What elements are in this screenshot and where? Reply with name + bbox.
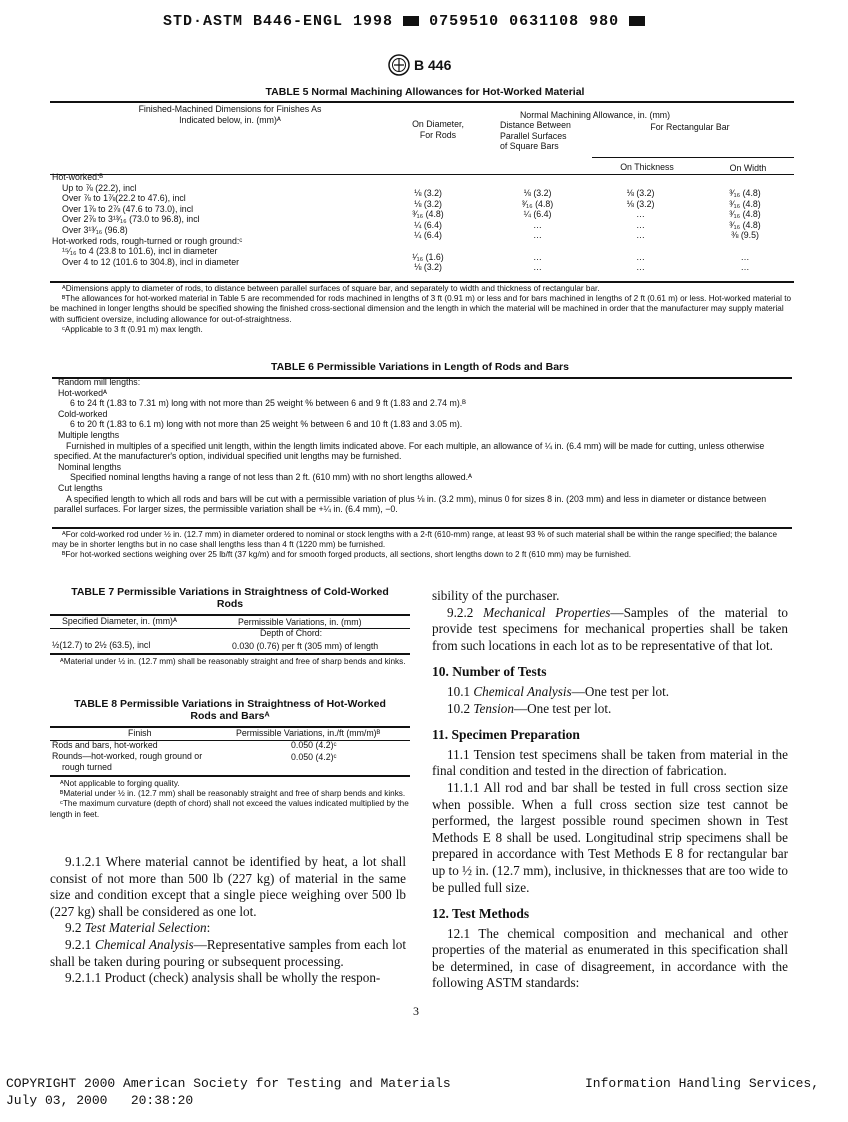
table7-title-line2: Rods xyxy=(216,598,244,610)
table5-cell-width: ³⁄₁₆ (4.8) xyxy=(729,219,761,230)
table5-footnote-b: ᴮThe allowances for hot-worked material in Table 5 are recommended for rods machined in lengths of 3 ft (0.91 m) or less and for bars machined in lengths of 2 ft (0.61 m) or less. Hot-worked material to be machined in longer lengths should be specified showing the finished cross-sectional dimension and the length in which the material will be machined in order that the manufacturer may supply material with sufficient oversize, including allowance for out-of-straightness. xyxy=(50,294,792,324)
table5-cell-diameter: ¹⁄₁₆ (1.6) xyxy=(412,251,444,262)
table5-col-distance xyxy=(500,120,571,152)
table5-col-diameter-line1: On Diameter, xyxy=(412,119,464,129)
table8-title-line2: Rods and Barsᴬ xyxy=(190,710,270,722)
table5-cell-distance xyxy=(505,241,570,252)
para-10-2-title: Tension xyxy=(473,700,514,716)
table5-diameter-col xyxy=(398,188,458,273)
table8-row1-variation: 0.050 (4.2)ᶜ xyxy=(291,740,337,750)
table5-footnote-c: ᶜApplicable to 3 ft (0.91 m) max length. xyxy=(62,324,203,334)
table5-cell-diameter: ⅛ (3.2) xyxy=(414,198,442,209)
table5-cell-thickness: ⅛ (3.2) xyxy=(626,188,655,198)
para-9-2-1-1: 9.2.1.1 Product (check) analysis shall be wholly the respon- xyxy=(65,970,381,986)
table8-footnote-b: ᴮMaterial under ½ in. (12.7 mm) shall be reasonably straight and free of sharp bends and kinks. xyxy=(60,789,406,799)
para-9-2-1-number: 9.2.1 xyxy=(65,936,92,952)
table5-cell-distance: ³⁄₁₆ (4.8) xyxy=(521,198,554,209)
para-10-1 xyxy=(432,684,788,701)
table5-col-group: Normal Machining Allowance, in. (mm) xyxy=(519,110,671,120)
para-9-2-2-text: —Samples of the material to provide test specimens for mechanical properties shall be taken from such locations in each lot as to be representative of that lot. xyxy=(432,604,789,653)
table5-cell-distance: … xyxy=(533,262,542,273)
table5-row-label: Hot-worked:ᴮ xyxy=(52,172,104,182)
table5-row-label: Over 1⅞ to 2⅞ (47.6 to 73.0), incl xyxy=(62,203,194,214)
table5-cell-width: ³⁄₁₆ (4.8) xyxy=(729,198,761,209)
table5-col-distance-line1: Distance Between xyxy=(500,120,571,130)
table5-row-label: Over ⅞ to 1⅞(22.2 to 47.6), incl xyxy=(62,193,186,204)
para-9-2-tail: : xyxy=(206,920,211,936)
table5-row-label: Over 3¹³⁄₁₆ (96.8) xyxy=(62,224,128,235)
table6-line: Nominal lengths xyxy=(58,461,122,472)
table5-distance-col xyxy=(505,188,570,273)
table7-col-diameter: Specified Diameter, in. (mm)ᴬ xyxy=(62,616,177,626)
table5-col-thickness: On Thickness xyxy=(620,162,674,172)
table5-row-label: Up to ⅞ (22.2), incl xyxy=(62,182,137,193)
table5-width-col xyxy=(715,188,775,273)
footer-copyright: COPYRIGHT 2000 American Society for Testing and Materials xyxy=(6,1076,451,1091)
table5-row-label: Over 4 to 12 (101.6 to 304.8), incl in diameter xyxy=(62,256,240,267)
table7-title-line1: TABLE 7 Permissible Variations in Straightness of Cold-Worked xyxy=(71,586,389,598)
para-9-2-1-title: Chemical Analysis xyxy=(95,936,194,952)
astm-logo-icon xyxy=(388,54,410,76)
code-3: 980 xyxy=(589,13,620,30)
table8-row2-finish-b: rough turned xyxy=(62,762,112,772)
para-continuation: sibility of the purchaser. xyxy=(432,588,560,603)
table6-footnote-b: ᴮFor hot-worked sections weighing over 25 lb/ft (37 kg/m) and for smooth forged products, all sections, short lengths down to 2 ft (610 mm) may be furnished. xyxy=(62,550,632,560)
para-9-2-2 xyxy=(432,605,788,655)
table5-cell-width: ³⁄₁₆ (4.8) xyxy=(729,188,761,198)
para-10-2-text: —One test per lot. xyxy=(513,700,612,716)
table6-line: A specified length to which all rods and bars will be cut with a permissible variation of plus ⅛ in. (3.2 mm), minus 0 for sizes 8 in. (203 mm) and less in diameter or distance between parallel surfaces. For larger sizes, the permissible variation shall be +¼ in. (6.4 mm), −0. xyxy=(54,493,767,515)
table6-line: Cold-worked xyxy=(58,408,108,419)
table5-row-label: ¹⁵⁄₁₆ to 4 (23.8 to 101.6), incl in diameter xyxy=(62,246,218,257)
table5-col-finish-line1: Finished-Machined Dimensions for Finishes As xyxy=(138,104,322,114)
separator-block xyxy=(629,16,645,26)
table5-col-distance-line3: of Square Bars xyxy=(500,141,559,152)
table5-row-label: Hot-worked rods, rough-turned or rough ground:ᶜ xyxy=(52,235,243,246)
table5-cell-distance: ¼ (6.4) xyxy=(523,209,552,220)
section-11-heading: 11. Specimen Preparation xyxy=(432,727,580,743)
table5-cell-thickness: … xyxy=(636,230,645,241)
para-10-1-number: 10.1 xyxy=(447,683,471,699)
table5-cell-width: … xyxy=(740,262,750,273)
para-9-2 xyxy=(50,920,406,937)
table6-line: Random mill lengths: xyxy=(58,377,141,387)
para-9-2-number: 9.2 xyxy=(65,920,82,936)
para-9-2-2-number: 9.2.2 xyxy=(447,604,474,620)
astm-designation xyxy=(388,54,451,76)
table5-col-diameter-line2: For Rods xyxy=(419,129,457,140)
code-2: 0631108 xyxy=(509,13,580,30)
para-9-2-2-title: Mechanical Properties xyxy=(483,604,611,620)
table5-cell-distance: … xyxy=(533,230,542,241)
table5-cell-thickness: … xyxy=(636,219,645,230)
para-9-2-1 xyxy=(50,937,406,970)
doc-id: STD·ASTM B446-ENGL 1998 xyxy=(163,13,394,30)
left-column-text xyxy=(50,854,406,987)
table8-footnotes xyxy=(50,779,410,820)
table8-title xyxy=(50,698,410,722)
table8-col-variation: Permissible Variations, in./ft (mm/m)ᴮ xyxy=(236,728,381,738)
table5-labels xyxy=(52,172,242,267)
table5-col-finish xyxy=(60,104,400,125)
table6-line: Specified nominal lengths having a range of not less than 2 ft. (610 mm) with no short lengths allowed.ᴬ xyxy=(70,472,473,483)
table7-title xyxy=(50,586,410,610)
para-11-1-1: 11.1.1 All rod and bar shall be tested in full cross section size when possible. When a full cross section size test cannot be performed, the largest possible round specimen shown in Test Methods E 8 shall be used. Longitudinal strip specimens shall be prepared in accordance with Test Methods E 8 for rectangular bar up to ½ in. (12.7 mm), inclusive, in thicknesses that are too wide to be pulled full size. xyxy=(432,779,788,895)
footer-ihs: Information Handling Services, xyxy=(585,1076,820,1091)
table5-cell-distance: … xyxy=(533,251,542,262)
table8-row1-finish: Rods and bars, hot-worked xyxy=(52,740,158,750)
table7-footnote-a: ᴬMaterial under ½ in. (12.7 mm) shall be reasonably straight and free of sharp bends and kinks. xyxy=(60,657,406,666)
table5-cell-thickness: … xyxy=(636,262,645,273)
para-9-1-2-1: 9.1.2.1 Where material cannot be identified by heat, a lot shall consist of not more than 500 lb (227 kg) of material in the same size and condition except that a single piece weighing over 500 lb (227 kg) shall be considered as one lot. xyxy=(50,854,406,919)
table6-line: Multiple lengths xyxy=(58,429,120,440)
table5-cell-thickness: … xyxy=(636,251,645,262)
table5-col-width: On Width xyxy=(729,163,767,173)
table5-cell-diameter: ¼ (6.4) xyxy=(414,219,442,230)
table8-col-finish: Finish xyxy=(128,728,152,738)
separator-block xyxy=(403,16,419,26)
table6-line: Furnished in multiples of a specified unit length, within the length limits indicated above. For each multiple, an allowance of ¼ in. (6.4 mm) will be made for cutting, unless otherwise specified. At the manufacturer's option, individual specified unit lengths may be furnished. xyxy=(54,440,765,462)
table5-cell-distance: ⅛ (3.2) xyxy=(523,188,552,198)
para-10-1-text: —One test per lot. xyxy=(571,683,670,699)
page-number: 3 xyxy=(413,1004,419,1018)
section-10-heading: 10. Number of Tests xyxy=(432,664,547,680)
table6-footnotes xyxy=(52,530,792,561)
table8-footnote-a: ᴬNot applicable to forging quality. xyxy=(60,779,180,788)
para-9-2-title: Test Material Selection xyxy=(84,920,207,936)
table6-body xyxy=(54,377,788,515)
table5-cell-thickness: ⅛ (3.2) xyxy=(626,198,655,209)
table5-cell-diameter: ³⁄₁₆ (4.8) xyxy=(412,209,444,220)
para-10-1-title: Chemical Analysis xyxy=(473,683,572,699)
table6-line: 6 to 20 ft (1.83 to 6.1 m) long with not more than 25 weight % between 6 and 10 ft (1.83 and 3.05 m). xyxy=(70,419,463,430)
footer-date xyxy=(6,1093,193,1108)
designation-number: B 446 xyxy=(414,57,452,73)
table6-footnote-a: ᴬFor cold-worked rod under ½ in. (12.7 mm) in diameter ordered to nominal or stock lengths with a 2-ft (610-mm) range, at least 93 % of such material shall be within the range specified; the balance may be in shorter lengths but in no case shall lengths less than 4 ft (1220 mm) be furnished. xyxy=(52,530,778,550)
table8-row2-variation: 0.050 (4.2)ᶜ xyxy=(291,752,337,762)
table5-col-distance-line2: Parallel Surfaces xyxy=(500,130,567,141)
para-10-2 xyxy=(432,701,788,718)
para-12-1: 12.1 The chemical composition and mechanical and other properties of the material as enumerated in this specification shall be determined, in case of disagreement, in accordance with the following ASTM standards: xyxy=(432,925,788,991)
table8-title-line1: TABLE 8 Permissible Variations in Straightness of Hot-Worked xyxy=(74,698,386,710)
para-10-2-number: 10.2 xyxy=(447,700,471,716)
code-1: 0759510 xyxy=(429,13,500,30)
table7-col-variation: Permissible Variations, in. (mm) xyxy=(238,617,362,627)
table7-depth-of-chord: Depth of Chord: xyxy=(260,628,323,638)
table5-cell-width: ³⁄₁₆ (4.8) xyxy=(729,209,761,220)
table6-line: 6 to 24 ft (1.83 to 7.31 m) long with not more than 25 weight % between 6 and 9 ft (1.83 and 2.74 m).ᴮ xyxy=(70,398,466,409)
table5-cell-width xyxy=(715,241,775,252)
para-11-1: 11.1 Tension test specimens shall be taken from material in the final condition and tested in the direction of fabrication. xyxy=(432,746,788,779)
table7-row-variation: 0.030 (0.76) per ft (305 mm) of length xyxy=(232,641,379,651)
table5-thickness-col xyxy=(608,188,673,273)
table5-cell-thickness: … xyxy=(636,209,645,220)
table8-footnote-c: ᶜThe maximum curvature (depth of chord) shall not exceed the values indicated multiplied by the length in feet. xyxy=(50,799,409,819)
section-12-heading: 12. Test Methods xyxy=(432,906,530,922)
table5-cell-width: … xyxy=(740,251,750,262)
table6-line: Hot-workedᴬ xyxy=(58,387,107,398)
table5-col-finish-line2: Indicated below, in. (mm)ᴬ xyxy=(179,114,281,125)
document-header xyxy=(163,13,645,30)
table5-cell-diameter: ⅛ (3.2) xyxy=(414,188,442,198)
table5-col-rect: For Rectangular Bar xyxy=(650,122,730,132)
table5-cell-thickness xyxy=(608,241,673,252)
table5-footnotes xyxy=(50,284,794,335)
table6-title: TABLE 6 Permissible Variations in Length of Rods and Bars xyxy=(271,361,569,373)
table7-row-diameter: ½(12.7) to 2½ (63.5), incl xyxy=(52,640,151,650)
table5-row-label: Over 2⅞ to 3¹³⁄₁₆ (73.0 to 96.8), incl xyxy=(62,214,200,225)
table5-title: TABLE 5 Normal Machining Allowances for Hot-Worked Material xyxy=(265,86,585,98)
table5-cell-diameter xyxy=(398,241,458,252)
table5-footnote-a: ᴬDimensions apply to diameter of rods, to distance between parallel surfaces of square bar, and separately to width and thickness of rectangular bar. xyxy=(62,284,600,293)
table5-cell-width: ⅜ (9.5) xyxy=(731,230,759,241)
table8-row2-finish: Rounds—hot-worked, rough ground or xyxy=(52,751,203,761)
footer-time-value: 20:38:20 xyxy=(130,1093,194,1108)
right-column-text xyxy=(432,588,788,992)
table5-cell-diameter: ⅛ (3.2) xyxy=(414,262,442,273)
table6-line: Cut lengths xyxy=(58,482,103,493)
para-9-2-1-text: —Representative samples from each lot shall be taken during pouring or subsequent processing. xyxy=(50,936,406,969)
table5-cell-diameter: ¼ (6.4) xyxy=(414,230,442,241)
table5-cell-distance: … xyxy=(533,219,542,230)
table5-col-diameter xyxy=(398,119,478,140)
footer-date-value: July 03, 2000 xyxy=(6,1093,108,1108)
